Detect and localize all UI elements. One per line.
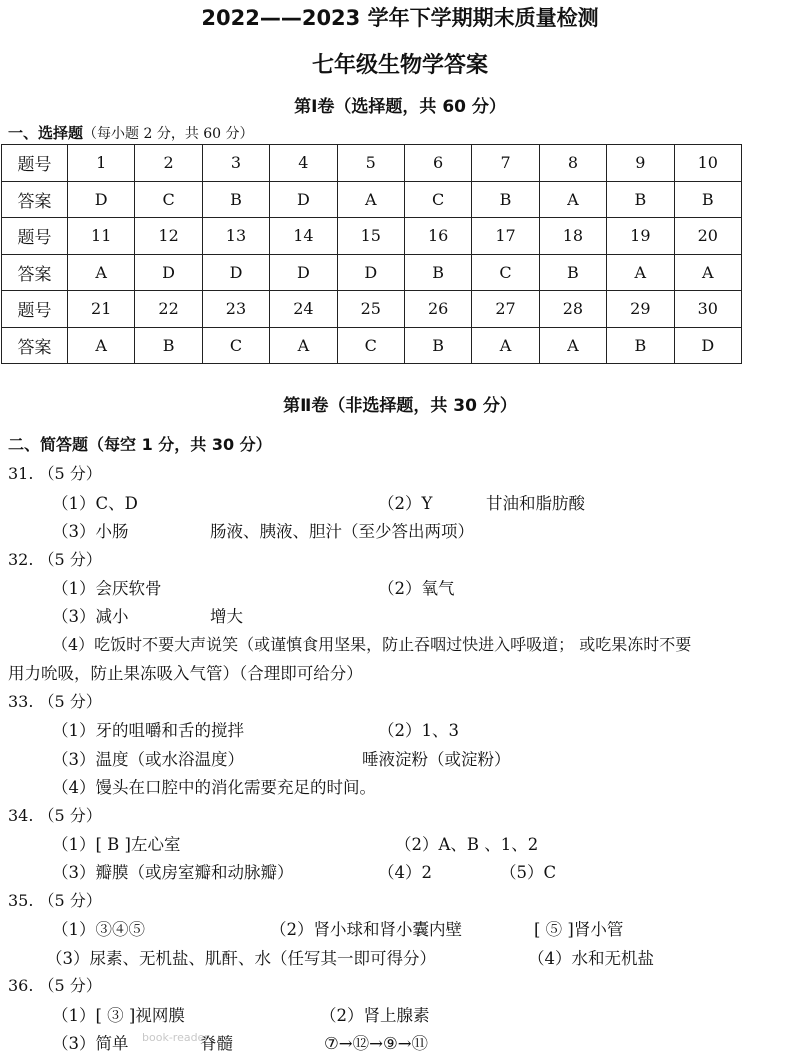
table-cell: 26 [404, 291, 471, 328]
table-cell: 12 [135, 218, 202, 255]
table-cell: B [202, 181, 269, 218]
table-cell: 6 [404, 145, 471, 182]
table-row [2, 327, 742, 364]
table-row [2, 291, 742, 328]
table-cell: 10 [674, 145, 741, 182]
table-cell: A [539, 181, 606, 218]
q36-header: 36. （5 分） [8, 976, 102, 995]
table-cell: D [202, 254, 269, 291]
q35-answer-3: （3）尿素、无机盐、肌酐、水（任写其一即可得分） [46, 949, 436, 968]
row-header-cell: 题号 [2, 218, 68, 255]
volume1-title: 第Ⅰ卷（选择题，共 60 分） [294, 97, 506, 117]
table-row [2, 218, 742, 255]
table-cell: 19 [607, 218, 674, 255]
table-cell: A [539, 327, 606, 364]
table-cell: D [674, 327, 741, 364]
table-cell: 20 [674, 218, 741, 255]
watermark-text: book-reader [142, 1031, 209, 1044]
table-cell: 17 [472, 218, 539, 255]
row-header-cell: 答案 [2, 181, 68, 218]
table-cell: 16 [404, 218, 471, 255]
q32-header: 32. （5 分） [8, 550, 102, 569]
table-cell: 29 [607, 291, 674, 328]
table-cell: B [135, 327, 202, 364]
q33-answer-3: （3）温度（或水浴温度） [52, 750, 244, 769]
table-cell: 7 [472, 145, 539, 182]
table-cell: 22 [135, 291, 202, 328]
table-cell: 28 [539, 291, 606, 328]
table-cell: D [68, 181, 135, 218]
table-cell: A [270, 327, 337, 364]
row-header-cell: 题号 [2, 291, 68, 328]
q31-answer-2b: 甘油和脂肪酸 [486, 494, 585, 513]
q31-answer-1: （1）C、D [52, 494, 138, 513]
table-cell: B [607, 327, 674, 364]
q32-answer-4-line1: （4）吃饭时不要大声说笑（或谨慎食用坚果，防止吞咽过快进入呼吸道； 或吃果冻时不要 [52, 635, 692, 654]
table-cell: C [472, 254, 539, 291]
q34-answer-1: （1）[ B ]左心室 [52, 835, 181, 854]
table-cell: A [674, 254, 741, 291]
table-cell: 2 [135, 145, 202, 182]
section1-heading [8, 122, 254, 143]
table-row [2, 145, 742, 182]
q31-header: 31. （5 分） [8, 464, 102, 483]
q33-answer-2: （2）1、3 [378, 721, 459, 740]
section2-heading: 二、简答题（每空 1 分，共 30 分） [8, 435, 272, 454]
table-cell: 24 [270, 291, 337, 328]
table-row [2, 254, 742, 291]
q35-answer-2: （2）肾小球和肾小囊内壁 [270, 920, 462, 939]
q34-answer-5: （5）C [500, 863, 557, 882]
table-cell: 23 [202, 291, 269, 328]
table-cell: 8 [539, 145, 606, 182]
row-header-cell: 题号 [2, 145, 68, 182]
table-cell: C [404, 181, 471, 218]
table-cell: D [270, 254, 337, 291]
table-cell: B [539, 254, 606, 291]
q36-answer-3: （3）简单 [52, 1034, 129, 1053]
section1-note: （每小题 2 分，共 60 分） [83, 126, 254, 142]
document-subtitle: 七年级生物学答案 [311, 53, 488, 78]
row-header-cell: 答案 [2, 327, 68, 364]
q33-header: 33. （5 分） [8, 692, 102, 711]
table-cell: 13 [202, 218, 269, 255]
table-cell: D [337, 254, 404, 291]
table-cell: B [607, 181, 674, 218]
table-cell: 5 [337, 145, 404, 182]
section1-label: 一、选择题 [8, 124, 84, 142]
volume2-title: 第Ⅱ卷（非选择题，共 30 分） [283, 396, 517, 416]
q34-answer-4: （4）2 [378, 863, 432, 882]
table-cell: 9 [607, 145, 674, 182]
q32-answer-1: （1）会厌软骨 [52, 579, 162, 598]
answer-table [1, 144, 742, 364]
row-header-cell: 答案 [2, 254, 68, 291]
table-cell: D [270, 181, 337, 218]
q33-answer-4: （4）馒头在口腔中的消化需要充足的时间。 [52, 778, 376, 797]
q34-answer-3: （3）瓣膜（或房室瓣和动脉瓣） [52, 863, 294, 882]
q32-answer-3: （3）减小 [52, 607, 129, 626]
table-cell: B [472, 181, 539, 218]
table-cell: 1 [68, 145, 135, 182]
q31-answer-2: （2）Y [378, 494, 433, 513]
table-cell: A [472, 327, 539, 364]
table-row [2, 181, 742, 218]
table-cell: 25 [337, 291, 404, 328]
table-cell: B [404, 327, 471, 364]
table-cell: 18 [539, 218, 606, 255]
table-cell: 11 [68, 218, 135, 255]
q35-answer-2b: [ ⑤ ]肾小管 [534, 920, 624, 939]
q35-answer-4: （4）水和无机盐 [528, 949, 654, 968]
q35-header: 35. （5 分） [8, 891, 102, 910]
table-cell: 15 [337, 218, 404, 255]
table-cell: C [202, 327, 269, 364]
q34-header: 34. （5 分） [8, 806, 102, 825]
q33-answer-1: （1）牙的咀嚼和舌的搅拌 [52, 721, 244, 740]
q32-answer-2: （2）氧气 [378, 579, 455, 598]
q35-answer-1: （1）③④⑤ [52, 920, 145, 939]
q36-answer-3b: 脊髓 [200, 1034, 233, 1053]
table-cell: A [337, 181, 404, 218]
table-cell: D [135, 254, 202, 291]
table-cell: 27 [472, 291, 539, 328]
table-cell: A [68, 327, 135, 364]
table-cell: 14 [270, 218, 337, 255]
q31-answer-3b: 肠液、胰液、胆汁（至少答出两项） [210, 522, 474, 541]
table-cell: C [135, 181, 202, 218]
q31-answer-3: （3）小肠 [52, 522, 129, 541]
q36-answer-3c: ⑦→⑫→⑨→⑪ [324, 1034, 429, 1053]
document-title: 2022——2023 学年下学期期末质量检测 [201, 6, 599, 30]
table-cell: 30 [674, 291, 741, 328]
q34-answer-2: （2）A、B 、1、2 [395, 835, 539, 854]
table-cell: 21 [68, 291, 135, 328]
table-cell: B [674, 181, 741, 218]
q32-answer-4-line2: 用力吮吸，防止果冻吸入气管）（合理即可给分） [8, 664, 363, 683]
table-cell: 3 [202, 145, 269, 182]
q33-answer-3b: 唾液淀粉（或淀粉） [362, 750, 511, 769]
table-cell: C [337, 327, 404, 364]
q36-answer-1: （1）[ ③ ]视网膜 [52, 1006, 185, 1025]
q36-answer-2: （2）肾上腺素 [320, 1006, 430, 1025]
table-cell: A [68, 254, 135, 291]
table-cell: B [404, 254, 471, 291]
q32-answer-3b: 增大 [210, 607, 243, 626]
table-cell: A [607, 254, 674, 291]
table-cell: 4 [270, 145, 337, 182]
